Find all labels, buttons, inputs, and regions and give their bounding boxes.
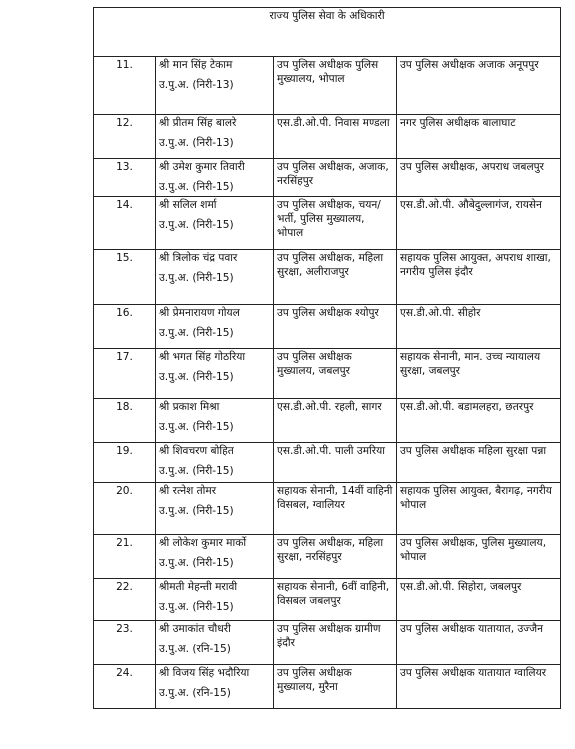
new-posting-cell [397,115,561,159]
officer-name: श्री उमेश कुमार तिवारी [159,161,245,173]
serial-number-cell [94,535,156,579]
serial-number: 15. [116,252,133,264]
current-posting: उप पुलिस अधीक्षक, महिला सुरक्षा, अलीराजपुर [277,252,384,278]
officer-cell [156,665,274,709]
table-row [94,115,561,159]
new-posting: उप पुलिस अधीक्षक यातायात, उज्जैन [400,623,544,635]
serial-number: 13. [116,161,133,173]
serial-number-cell [94,57,156,115]
officer-cell [156,349,274,399]
serial-number: 19. [116,445,133,457]
new-posting-cell [397,305,561,349]
serial-number: 22. [116,581,133,593]
current-posting-cell [274,349,397,399]
serial-number: 11. [116,59,133,71]
table-title: राज्य पुलिस सेवा के अधिकारी [94,8,561,57]
officer-rank: उ.पु.अ. (निरी-15) [159,465,234,477]
current-posting: उप पुलिस अधीक्षक पुलिस मुख्यालय, भोपाल [277,59,379,85]
current-posting-cell [274,535,397,579]
officer-cell [156,579,274,621]
new-posting-cell [397,159,561,197]
new-posting-cell [397,579,561,621]
serial-number: 18. [116,401,133,413]
officer-rank: उ.पु.अ. (निरी-15) [159,505,234,517]
officer-cell [156,443,274,483]
new-posting: एस.डी.ओ.पी. औबेदुल्लागंज, रायसेन [400,199,542,211]
current-posting: एस.डी.ओ.पी. पाली उमरिया [277,445,386,457]
officer-cell [156,483,274,535]
current-posting-cell [274,305,397,349]
serial-number-cell [94,399,156,443]
serial-number-cell [94,579,156,621]
officer-name: श्री सलिल शर्मा [159,199,217,211]
serial-number: 16. [116,307,133,319]
officer-name: श्री प्रीतम सिंह बालरे [159,117,237,129]
table-row [94,665,561,709]
serial-number: 14. [116,199,133,211]
table-row [94,197,561,250]
current-posting: उप पुलिस अधीक्षक मुख्यालय, मुरैना [277,667,352,693]
officer-rank: उ.पु.अ. (निरी-15) [159,601,234,613]
officer-transfer-table [93,7,561,709]
current-posting: उप पुलिस अधीक्षक, अजाक, नरसिंहपुर [277,161,389,187]
serial-number: 17. [116,351,133,363]
new-posting: नगर पुलिस अधीक्षक बालाघाट [400,117,516,129]
serial-number-cell [94,159,156,197]
officer-rank: उ.पु.अ. (निरी-15) [159,219,234,231]
new-posting: एस.डी.ओ.पी. सिहोरा, जबलपुर [400,581,522,593]
current-posting-cell [274,579,397,621]
new-posting-cell [397,57,561,115]
serial-number-cell [94,443,156,483]
new-posting-cell [397,535,561,579]
table-row [94,483,561,535]
current-posting-cell [274,483,397,535]
officer-name: श्री विजय सिंह भदौरिया [159,667,250,679]
current-posting: एस.डी.ओ.पी. रहली, सागर [277,401,382,413]
new-posting-cell [397,443,561,483]
new-posting: उप पुलिस अधीक्षक, पुलिस मुख्यालय, भोपाल [400,537,547,563]
officer-rank: उ.पु.अ. (निरी-15) [159,327,234,339]
current-posting: उप पुलिस अधीक्षक मुख्यालय, जबलपुर [277,351,352,377]
officer-name: श्रीमती मेहन्ती मरावी [159,581,238,593]
officer-rank: उ.पु.अ. (निरी-15) [159,557,234,569]
new-posting-cell [397,250,561,305]
current-posting-cell [274,250,397,305]
serial-number: 24. [116,667,133,679]
officer-name: श्री मान सिंह टेकाम [159,59,233,71]
serial-number-cell [94,197,156,250]
officer-rank: उ.पु.अ. (निरी-15) [159,272,234,284]
officer-name: श्री प्रकाश मिश्रा [159,401,220,413]
officer-name: श्री रत्नेश तोमर [159,485,217,497]
new-posting: एस.डी.ओ.पी. सीहोर [400,307,481,319]
table-row [94,399,561,443]
serial-number-cell [94,250,156,305]
officer-cell [156,305,274,349]
officer-table-body [94,8,561,709]
current-posting: एस.डी.ओ.पी. निवास मण्डला [277,117,390,129]
serial-number: 20. [116,485,133,497]
new-posting: उप पुलिस अधीक्षक यातायात ग्वालियर [400,667,547,679]
officer-cell [156,399,274,443]
new-posting-cell [397,665,561,709]
table-title-row [94,8,561,57]
current-posting-cell [274,621,397,665]
current-posting: उप पुलिस अधीक्षक ग्रामीण इंदौर [277,623,381,649]
current-posting: उप पुलिस अधीक्षक श्योपुर [277,307,379,319]
current-posting-cell [274,665,397,709]
officer-rank: उ.पु.अ. (निरी-15) [159,181,234,193]
current-posting: उप पुलिस अधीक्षक, महिला सुरक्षा, नरसिंहपुर [277,537,384,563]
officer-rank: उ.पु.अ. (निरी-13) [159,79,234,91]
officer-cell [156,57,274,115]
serial-number-cell [94,305,156,349]
new-posting: उप पुलिस अधीक्षक महिला सुरक्षा पन्ना [400,445,547,457]
table-row [94,57,561,115]
current-posting: उप पुलिस अधीक्षक, चयन/भर्ती, पुलिस मुख्यालय, भोपाल [277,199,381,239]
new-posting: सहायक सेनानी, मान. उच्च न्यायालय सुरक्षा, जबलपुर [400,351,541,377]
serial-number: 23. [116,623,133,635]
new-posting: उप पुलिस अधीक्षक, अपराध जबलपुर [400,161,544,173]
new-posting-cell [397,483,561,535]
officer-rank: उ.पु.अ. (रनि-15) [159,687,231,699]
new-posting: सहायक पुलिस आयुक्त, अपराध शाखा, नगरीय पुलिस इंदौर [400,252,551,278]
serial-number: 21. [116,537,133,549]
new-posting-cell [397,621,561,665]
officer-rank: उ.पु.अ. (रनि-15) [159,643,231,655]
table-row [94,349,561,399]
current-posting-cell [274,197,397,250]
officer-rank: उ.पु.अ. (निरी-15) [159,421,234,433]
table-row [94,579,561,621]
table-row [94,443,561,483]
officer-cell [156,621,274,665]
officer-name: श्री त्रिलोक चंद्र पवार [159,252,238,264]
current-posting-cell [274,159,397,197]
new-posting-cell [397,197,561,250]
officer-cell [156,159,274,197]
current-posting-cell [274,443,397,483]
serial-number-cell [94,115,156,159]
table-row [94,535,561,579]
officer-cell [156,250,274,305]
officer-cell [156,197,274,250]
current-posting: सहायक सेनानी, 14वीं वाहिनी विसबल, ग्वालियर [277,485,393,511]
officer-rank: उ.पु.अ. (निरी-15) [159,371,234,383]
table-row [94,621,561,665]
serial-number-cell [94,665,156,709]
officer-name: श्री लोकेश कुमार मार्को [159,537,247,549]
new-posting-cell [397,349,561,399]
table-row [94,305,561,349]
officer-cell [156,535,274,579]
officer-name: श्री शिवचरण बोहित [159,445,234,457]
officer-rank: उ.पु.अ. (निरी-13) [159,137,234,149]
table-row [94,159,561,197]
officer-cell [156,115,274,159]
serial-number-cell [94,621,156,665]
serial-number: 12. [116,117,133,129]
officer-name: श्री भगत सिंह गोठरिया [159,351,246,363]
current-posting-cell [274,399,397,443]
officer-name: श्री उमाकांत चौधरी [159,623,231,635]
new-posting: उप पुलिस अधीक्षक अजाक अनूपपुर [400,59,539,71]
new-posting: एस.डी.ओ.पी. बडामलहरा, छतरपुर [400,401,534,413]
new-posting-cell [397,399,561,443]
current-posting-cell [274,57,397,115]
serial-number-cell [94,483,156,535]
serial-number-cell [94,349,156,399]
current-posting: सहायक सेनानी, 6वीं वाहिनी, विसबल जबलपुर [277,581,390,607]
new-posting: सहायक पुलिस आयुक्त, बैरागढ़, नगरीय भोपाल [400,485,552,511]
officer-name: श्री प्रेमनारायण गोयल [159,307,240,319]
table-row [94,250,561,305]
current-posting-cell [274,115,397,159]
